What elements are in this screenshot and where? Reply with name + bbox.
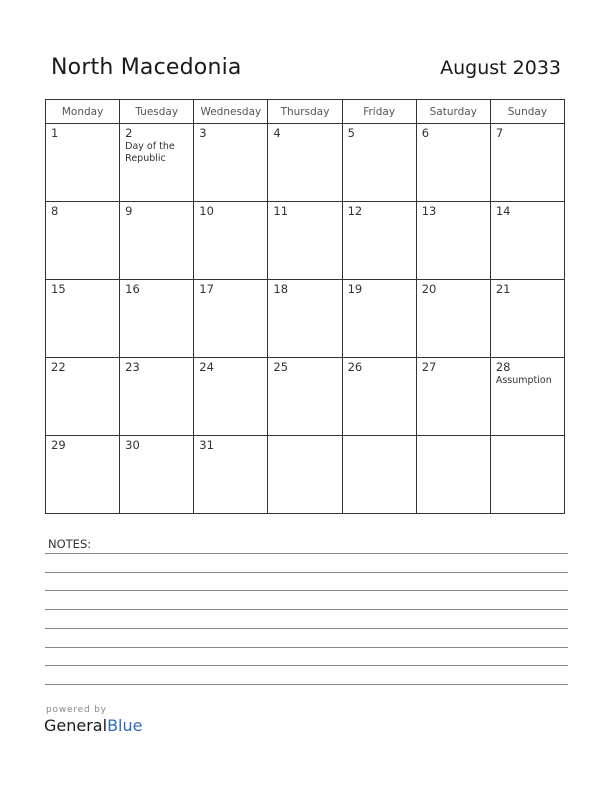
weekday-header-row [46,100,565,124]
notes-line [45,553,568,554]
day-number: 2 [125,126,133,140]
day-number: 11 [273,204,289,218]
holiday-label: Day of the Republic [125,141,175,164]
weekday-header: Friday [342,100,416,124]
calendar-day-cell [490,202,564,280]
day-number: 25 [273,360,289,374]
calendar-day-cell [490,436,564,514]
calendar-day-cell [120,124,194,202]
weekday-header: Saturday [416,100,490,124]
day-number: 21 [495,282,511,296]
day-number: 19 [347,282,363,296]
calendar-day-cell [120,358,194,436]
calendar-week-row [46,280,565,358]
calendar-week-row [46,202,565,280]
calendar-day-cell [194,358,268,436]
calendar-day-cell [46,124,120,202]
calendar-day-cell [490,280,564,358]
calendar-day-cell [120,436,194,514]
calendar-day-cell [120,202,194,280]
calendar-day-cell [342,202,416,280]
calendar-day-cell [268,280,342,358]
calendar-day-cell [416,124,490,202]
weekday-header: Thursday [268,100,342,124]
notes-line [45,665,568,666]
calendar-day-cell [120,280,194,358]
calendar-day-cell [46,280,120,358]
calendar-day-cell [490,358,564,436]
calendar-day-cell [342,358,416,436]
calendar-day-cell [194,124,268,202]
calendar-day-cell [194,436,268,514]
calendar-week-row [46,124,565,202]
day-number: 12 [347,204,363,218]
brand-name-part1: General [44,716,108,735]
calendar-day-cell [342,436,416,514]
notes-line [45,684,568,685]
calendar-day-cell [416,202,490,280]
day-number: 8 [51,204,59,218]
calendar-day-cell [342,280,416,358]
day-number: 24 [199,360,214,374]
day-number: 16 [125,282,140,296]
day-number: 29 [51,438,66,452]
day-number: 9 [125,204,133,218]
day-number: 18 [273,282,289,296]
calendar-day-cell [46,436,120,514]
calendar-day-cell [268,124,342,202]
brand-logo [44,716,142,735]
day-number: 6 [421,126,430,140]
calendar-week-row [46,358,565,436]
calendar-day-cell [268,358,342,436]
day-number: 7 [495,126,504,140]
notes-line [45,647,568,648]
calendar-day-cell [342,124,416,202]
day-number: 17 [199,282,214,296]
day-number: 4 [273,126,281,140]
brand-name-part2: Blue [107,716,143,735]
day-number: 28 [495,360,511,374]
weekday-header: Sunday [490,100,564,124]
day-number: 3 [199,126,207,140]
day-number: 10 [199,204,214,218]
calendar-day-cell [46,202,120,280]
day-number: 15 [51,282,66,296]
calendar-country-title: North Macedonia [51,55,242,80]
notes-line [45,628,568,629]
calendar-day-cell [268,202,342,280]
weekday-header: Tuesday [120,100,194,124]
day-number: 13 [421,204,437,218]
calendar-day-cell [416,358,490,436]
calendar-day-cell [490,124,564,202]
notes-label: NOTES: [48,537,92,551]
calendar-day-cell [416,280,490,358]
notes-line [45,572,568,573]
calendar-grid [45,99,565,514]
day-number: 22 [51,360,66,374]
day-number: 14 [495,204,511,218]
day-number: 5 [347,126,355,140]
holiday-label: Assumption [495,375,552,386]
weekday-header: Wednesday [194,100,268,124]
day-number: 23 [125,360,140,374]
day-number: 27 [421,360,437,374]
calendar-week-row [46,436,565,514]
calendar-day-cell [416,436,490,514]
notes-line [45,590,568,591]
calendar-month-title: August 2033 [440,57,561,79]
day-number: 1 [51,126,59,140]
calendar-day-cell [194,202,268,280]
day-number: 30 [125,438,140,452]
day-number: 26 [347,360,363,374]
day-number: 20 [421,282,437,296]
powered-by-text: powered by [46,705,107,715]
weekday-header: Monday [46,100,120,124]
day-number: 31 [199,438,214,452]
notes-line [45,609,568,610]
calendar-day-cell [268,436,342,514]
calendar-day-cell [194,280,268,358]
calendar-day-cell [46,358,120,436]
